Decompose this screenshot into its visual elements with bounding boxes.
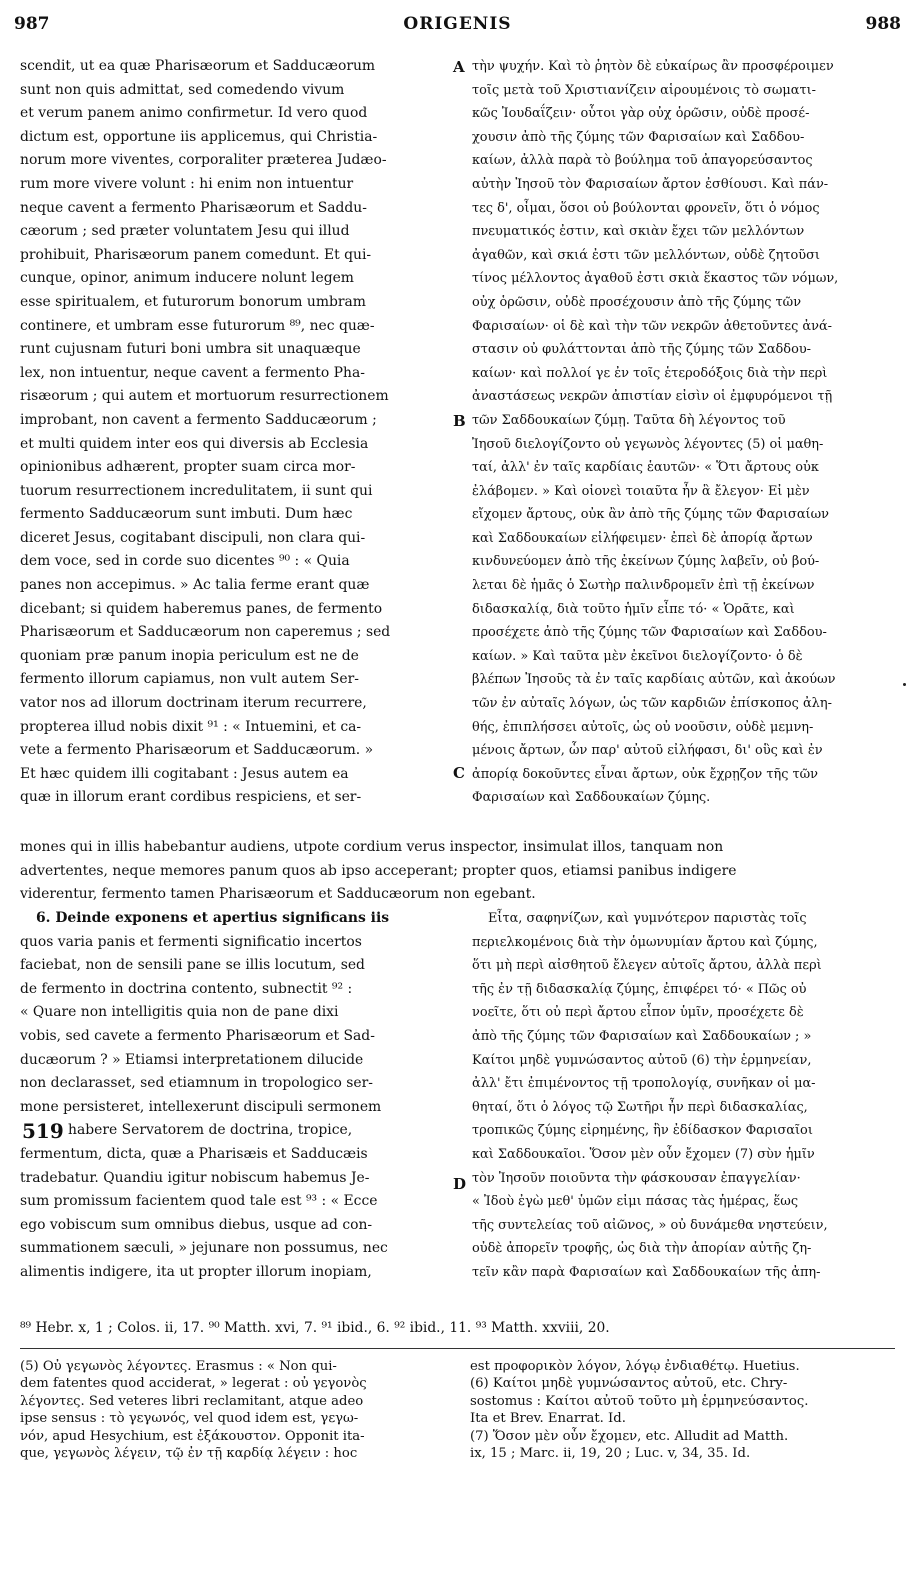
- latin-line: vete a fermento Pharisæorum et Sadducæorum. »: [20, 742, 374, 759]
- latin-line: « Quare non intelligitis quia non de pane dixi: [20, 1004, 339, 1021]
- greek-line: στασιν οὐ φυλάττονται ἀπὸ τῆς ζύμης τῶν Σαδδου-: [472, 342, 812, 358]
- footnote-rule: [20, 1348, 895, 1349]
- greek-line: Εἶτα, σαφηνίζων, καὶ γυμνότερον παριστὰς τοῖς: [488, 911, 807, 926]
- latin-line: diceret Jesus, cogitabant discipuli, non clara qui-: [20, 529, 366, 546]
- latin-line: opinionibus adhærent, propter suam circa mor-: [20, 459, 356, 476]
- greek-line: προσέχετε ἀπὸ τῆς ζύμης τῶν Φαρισαίων καὶ Σαδδου-: [472, 625, 827, 641]
- greek-line: ἀπὸ τῆς ζύμης τῶν Φαρισαίων καὶ Σαδδουκαίων ; »: [472, 1028, 812, 1044]
- greek-line: καίων· καὶ πολλοί γε ἐν τοῖς ἑτεροδόξοις διὰ τὴν περὶ: [472, 365, 828, 381]
- latin-line: de fermento in doctrina contento, subnectit ⁹² :: [20, 980, 353, 997]
- greek-line: πνευματικός ἐστιν, καὶ σκιὰν ἔχει τῶν μελλόντων: [472, 224, 805, 240]
- wide-line: mones qui in illis habebantur audiens, utpote cordium verus inspector, insimulat illos, tanquam non: [20, 839, 724, 855]
- greek-line: τῆς συντελείας τοῦ αἰῶνος, » οὐ δυνάμεθα νηστεύειν,: [472, 1217, 828, 1233]
- footnote-line: νόν, apud Hesychium, est ἐξάκουστον. Opponit ita-: [20, 1428, 365, 1444]
- greek-line: τεῖν κἂν παρὰ Φαρισαίων καὶ Σαδδουκαίων τῆς ἀπη-: [472, 1264, 821, 1280]
- greek-line: ἀγαθῶν, καὶ σκιά ἐστι τῶν μελλόντων, οὐδὲ ζητοῦσι: [472, 247, 820, 263]
- latin-line: norum more viventes, corporaliter præterea Judæo-: [20, 152, 387, 169]
- latin-line: mone persisteret, intellexerunt discipuli sermonem: [20, 1098, 382, 1115]
- latin-line: prohibuit, Pharisæorum panem comedunt. Et qui-: [20, 246, 372, 263]
- greek-line: τῶν Σαδδουκαίων ζύμῃ. Ταῦτα δὴ λέγοντος τοῦ: [472, 412, 786, 428]
- latin-line: fermento illorum capiamus, non vult autem Ser-: [20, 671, 359, 688]
- latin-line: fermentum, dicta, quæ a Pharisæis et Sadducæis: [20, 1145, 368, 1162]
- latin-line: dicebant; si quidem haberemus panes, de fermento: [20, 600, 383, 617]
- greek-line: καίων. » Καὶ ταῦτα μὲν ἐκεῖνοι διελογίζοντο· ὁ δὲ: [472, 648, 803, 664]
- wide-line: viderentur, fermento tamen Pharisæorum et Sadducæorum non egebant.: [20, 886, 536, 903]
- greek-column-lower: [472, 907, 897, 1285]
- greek-line: ἀναστάσεως νεκρῶν ἀπιστίαν εἰσὶν οἱ ἐμφυρόμενοι τῇ: [472, 389, 833, 405]
- footnote-line: est προφορικὸν λόγον, λόγῳ ἐνδιαθέτῳ. Huetius.: [470, 1359, 800, 1374]
- greek-line: περιελκομένοις διὰ τὴν ὁμωνυμίαν ἄρτου καὶ ζύμης,: [472, 934, 818, 950]
- latin-line: neque cavent a fermento Pharisæorum et Saddu-: [20, 199, 367, 216]
- greek-line: ἀπορίᾳ δοκοῦντες εἶναι ἄρτων, οὐκ ἔχρῃζον τῆς τῶν: [472, 766, 819, 782]
- greek-line: τροπικῶς ζύμης εἰρημένης, ἣν ἐδίδασκον Φαρισαῖοι: [472, 1123, 813, 1139]
- greek-line: Ἰησοῦ διελογίζοντο οὐ γεγωνὸς λέγοντες (5) οἱ μαθη-: [472, 436, 824, 452]
- latin-line: tradebatur. Quandiu igitur nobiscum habemus Je-: [20, 1169, 370, 1186]
- footnotes-left: [20, 1358, 450, 1462]
- latin-line: ego vobiscum sum omnibus diebus, usque ad con-: [20, 1216, 373, 1233]
- greek-line: τῆς ἐν τῇ διδασκαλίᾳ ζύμης, ἐπιφέρει τό· « Πῶς οὐ: [472, 981, 807, 997]
- latin-line: rum more vivere volunt : hi enim non intuentur: [20, 175, 354, 192]
- section-marker-b: B: [453, 412, 466, 430]
- right-page-number: 988: [865, 14, 901, 34]
- latin-line: Et hæc quidem illi cogitabant : Jesus autem ea: [20, 765, 349, 782]
- latin-line: risæorum ; qui autem et mortuorum resurrectionem: [20, 388, 389, 405]
- greek-line: κινδυνεύομεν ἀπὸ τῆς ἐκείνων ζύμης λαβεῖν, οὐ βού-: [472, 554, 820, 570]
- stray-mark: [903, 683, 906, 686]
- footnote-line: ix, 15 ; Marc. ii, 19, 20 ; Luc. v, 34, 35. Id.: [470, 1446, 751, 1462]
- latin-line: quoniam præ panum inopia periculum est ne de: [20, 647, 359, 664]
- wide-line: advertentes, neque memores panum quos ab ipso acceperant; propter quos, etiamsi panibus indigere: [20, 862, 737, 879]
- greek-line: καὶ Σαδδουκαῖοι. Ὅσον μὲν οὖν ἔχομεν (7) σὺν ἡμῖν: [472, 1146, 815, 1162]
- latin-line: cæorum ; sed præter voluntatem Jesu qui illud: [20, 223, 350, 240]
- page-header: [14, 14, 901, 40]
- greek-line: ἐλάβομεν. » Καὶ οἱονεὶ τοιαῦτα ἦν ἃ ἔλεγον· Εἰ μὲν: [472, 483, 810, 499]
- latin-line: improbant, non cavent a fermento Sadducæorum ;: [20, 411, 377, 428]
- latin-line: et multi quidem inter eos qui diversis ab Ecclesia: [20, 435, 369, 452]
- greek-line: θηταί, ὅτι ὁ λόγος τῷ Σωτῆρι ἦν περὶ διδασκαλίας,: [472, 1099, 808, 1115]
- latin-line: fermento Sadducæorum sunt imbuti. Dum hæc: [20, 506, 353, 523]
- section-marker-d: D: [453, 1175, 467, 1193]
- footnotes-right: [470, 1358, 900, 1462]
- footnote-line: que, γεγωνὸς λέγειν, τῷ ἐν τῇ καρδίᾳ λέγειν : hoc: [20, 1446, 358, 1462]
- greek-line: οὐχ ὁρῶσιν, οὐδὲ προσέχουσιν ἀπὸ τῆς ζύμης τῶν: [472, 294, 802, 310]
- left-page-number: 987: [14, 14, 50, 34]
- latin-line: vator nos ad illorum doctrinam iterum recurrere,: [20, 695, 367, 712]
- greek-line: τῶν ἐν αὐταῖς λόγων, ὡς τῶν καρδιῶν ἐπίσκοπος ἀλη-: [472, 696, 832, 712]
- latin-line: continere, et umbram esse futurorum ⁸⁹, nec quæ-: [20, 317, 375, 334]
- full-width-text: [20, 836, 900, 907]
- latin-line: 6. Deinde exponens et apertius significans iis: [36, 910, 390, 926]
- latin-column-lower: [20, 907, 450, 1285]
- latin-line: tuorum resurrectionem incredulitatem, ii sunt qui: [20, 482, 373, 499]
- greek-line: εἴχομεν ἄρτους, οὐκ ἂν ἀπὸ τῆς ζύμης τῶν Φαρισαίων: [472, 507, 829, 523]
- greek-line: αὐτὴν Ἰησοῦ τὸν Φαρισαίων ἄρτον ἐσθίουσι. Καὶ πάν-: [472, 176, 829, 192]
- latin-line: lex, non intuentur, neque cavent a fermento Pha-: [20, 364, 365, 381]
- footnote-line: ipse sensus : τὸ γεγωνός, vel quod idem est, γεγω-: [20, 1411, 359, 1427]
- greek-line: λεται δὲ ἡμᾶς ὁ Σωτὴρ παλινδρομεῖν ἐπὶ τῇ ἐκείνων: [472, 578, 815, 594]
- latin-line: vobis, sed cavete a fermento Pharisæorum et Sad-: [20, 1027, 375, 1044]
- latin-line: panes non accepimus. » Ac talia ferme erant quæ: [20, 577, 370, 594]
- latin-line: scendit, ut ea quæ Pharisæorum et Sadducæorum: [20, 58, 376, 74]
- greek-line: τίνος μέλλοντος ἀγαθοῦ ἐστι σκιὰ ἕκαστος τῶν νόμων,: [472, 271, 839, 287]
- greek-line: θής, ἐπιπλήσσει αὐτοῖς, ὡς οὐ νοοῦσιν, οὐδὲ μεμνη-: [472, 719, 814, 735]
- latin-line: cunque, opinor, animum inducere nolunt legem: [20, 270, 354, 287]
- footnote-line: (5) Οὐ γεγωνὸς λέγοντες. Erasmus : « Non qui-: [20, 1359, 337, 1374]
- latin-line: et verum panem animo confirmetur. Id vero quod: [20, 105, 368, 122]
- greek-line: ταί, ἀλλ' ἐν ταῖς καρδίαις ἑαυτῶν· « Ὅτι ἄρτους οὐκ: [472, 460, 819, 476]
- running-title: ORIGENIS: [403, 14, 512, 34]
- section-marker-c: C: [453, 764, 465, 782]
- greek-line: βλέπων Ἰησοῦς τὰ ἐν ταῖς καρδίαις αὐτῶν, καὶ ἀκούων: [472, 672, 836, 688]
- greek-line: « Ἰδοὺ ἐγὼ μεθ' ὑμῶν εἰμι πάσας τὰς ἡμέρας, ἕως: [472, 1194, 799, 1210]
- greek-line: τὸν Ἰησοῦν ποιοῦντα τὴν φάσκουσαν ἐπαγγελίαν·: [472, 1170, 801, 1186]
- footnote-line: λέγοντες. Sed veteres libri reclamitant, atque adeo: [20, 1393, 364, 1409]
- latin-line: summationem sæculi, » jejunare non possumus, nec: [20, 1240, 388, 1257]
- latin-line: quæ in illorum erant cordibus respiciens, et ser-: [20, 789, 362, 806]
- greek-line: μένοις ἄρτων, ὧν παρ' αὐτοῦ εἰλήφασι, δι' οὓς καὶ ἐν: [472, 743, 823, 759]
- greek-line: χουσιν ἀπὸ τῆς ζύμης τῶν Φαρισαίων καὶ Σαδδου-: [472, 129, 805, 145]
- footnote-line: dem fatentes quod acciderat, » legerat : οὐ γεγονὸς: [20, 1376, 367, 1392]
- latin-line: habere Servatorem de doctrina, tropice,: [68, 1122, 353, 1139]
- margin-page-number: 519: [22, 1119, 64, 1143]
- greek-line: ἀλλ' ἔτι ἐπιμένοντος τῇ τροπολογίᾳ, συνῆκαν οἱ μα-: [472, 1076, 816, 1092]
- greek-line: οὐδὲ ἀπορεῖν τροφῆς, ὡς διὰ τὴν ἀπορίαν αὐτῆς ζη-: [472, 1241, 812, 1257]
- footnote-line: (6) Καίτοι μηδὲ γυμνώσαντος αὐτοῦ, etc. Chry-: [470, 1376, 788, 1392]
- latin-line: dictum est, opportune iis applicemus, qui Christia-: [20, 128, 378, 145]
- greek-line: καίων, ἀλλὰ παρὰ τὸ βούλημα τοῦ ἀπαγορεύσαντος: [472, 153, 813, 169]
- scripture-references: ⁸⁹ Hebr. x, 1 ; Colos. ii, 17. ⁹⁰ Matth. xvi, 7. ⁹¹ ibid., 6. ⁹² ibid., 11. ⁹³ Matth. xxviii, 20.: [20, 1320, 610, 1336]
- greek-line: κῶς Ἰουδαΐζειν· οὗτοι γὰρ οὐχ ὁρῶσιν, οὐδὲ προσέ-: [472, 106, 810, 122]
- latin-column: [20, 55, 450, 810]
- greek-line: ὅτι μὴ περὶ αἰσθητοῦ ἔλεγεν αὐτοῖς ἄρτου, ἀλλὰ περὶ: [472, 958, 822, 974]
- latin-line: non declarasset, sed etiamnum in tropologico ser-: [20, 1075, 373, 1092]
- latin-line: sum promissum facientem quod tale est ⁹³ : « Ecce: [20, 1193, 378, 1210]
- greek-line: Καίτοι μηδὲ γυμνώσαντος αὐτοῦ (6) τὴν ἑρμηνείαν,: [472, 1052, 812, 1068]
- greek-line: καὶ Σαδδουκαίων εἰλήφειμεν· ἐπεὶ δὲ ἀπορίᾳ ἄρτων: [472, 530, 813, 546]
- latin-line: faciebat, non de sensili pane se illis locutum, sed: [20, 957, 365, 974]
- latin-line: runt cujusnam futuri boni umbra sit unaquæque: [20, 341, 361, 358]
- greek-line: τες δ', οἶμαι, ὅσοι οὐ βούλονται φρονεῖν, ὅτι ὁ νόμος: [472, 200, 820, 216]
- latin-line: alimentis indigere, ita ut propter illorum inopiam,: [20, 1263, 372, 1280]
- footnote-line: sostomus : Καίτοι αὐτοῦ τοῦτο μὴ ἑρμηνεύσαντος.: [470, 1393, 809, 1409]
- greek-line: διδασκαλίᾳ, διὰ τοῦτο ἡμῖν εἶπε τό· « Ὁρᾶτε, καὶ: [472, 601, 795, 617]
- greek-column: [472, 55, 897, 810]
- footnote-line: Ita et Brev. Enarrat. Id.: [470, 1411, 626, 1427]
- footnote-line: (7) Ὅσον μὲν οὖν ἔχομεν, etc. Alludit ad Matth.: [470, 1428, 789, 1444]
- greek-line: τοῖς μετὰ τοῦ Χριστιανίζειν αἱρουμένοις τὸ σωματι-: [472, 82, 817, 98]
- latin-line: sunt non quis admittat, sed comedendo vivum: [20, 81, 345, 98]
- latin-line: esse spiritualem, et futurorum bonorum umbram: [20, 293, 366, 310]
- greek-line: τὴν ψυχήν. Καὶ τὸ ῥητὸν δὲ εὐκαίρως ἂν προσφέροιμεν: [472, 59, 834, 74]
- latin-line: propterea illud nobis dixit ⁹¹ : « Intuemini, et ca-: [20, 718, 362, 735]
- latin-line: ducæorum ? » Etiamsi interpretationem dilucide: [20, 1051, 364, 1068]
- latin-line: quos varia panis et fermenti significatio incertos: [20, 933, 362, 950]
- greek-line: Φαρισαίων καὶ Σαδδουκαίων ζύμης.: [472, 790, 711, 806]
- greek-line: νοεῖτε, ὅτι οὐ περὶ ἄρτου εἶπον ὑμῖν, προσέχετε δὲ: [472, 1005, 804, 1021]
- latin-line: dem voce, sed in corde suo dicentes ⁹⁰ : « Quia: [20, 553, 350, 570]
- greek-line: Φαρισαίων· οἱ δὲ καὶ τὴν τῶν νεκρῶν ἀθετοῦντες ἀνά-: [472, 318, 833, 334]
- section-marker-a: A: [453, 58, 465, 76]
- latin-line: Pharisæorum et Sadducæorum non caperemus ; sed: [20, 624, 391, 641]
